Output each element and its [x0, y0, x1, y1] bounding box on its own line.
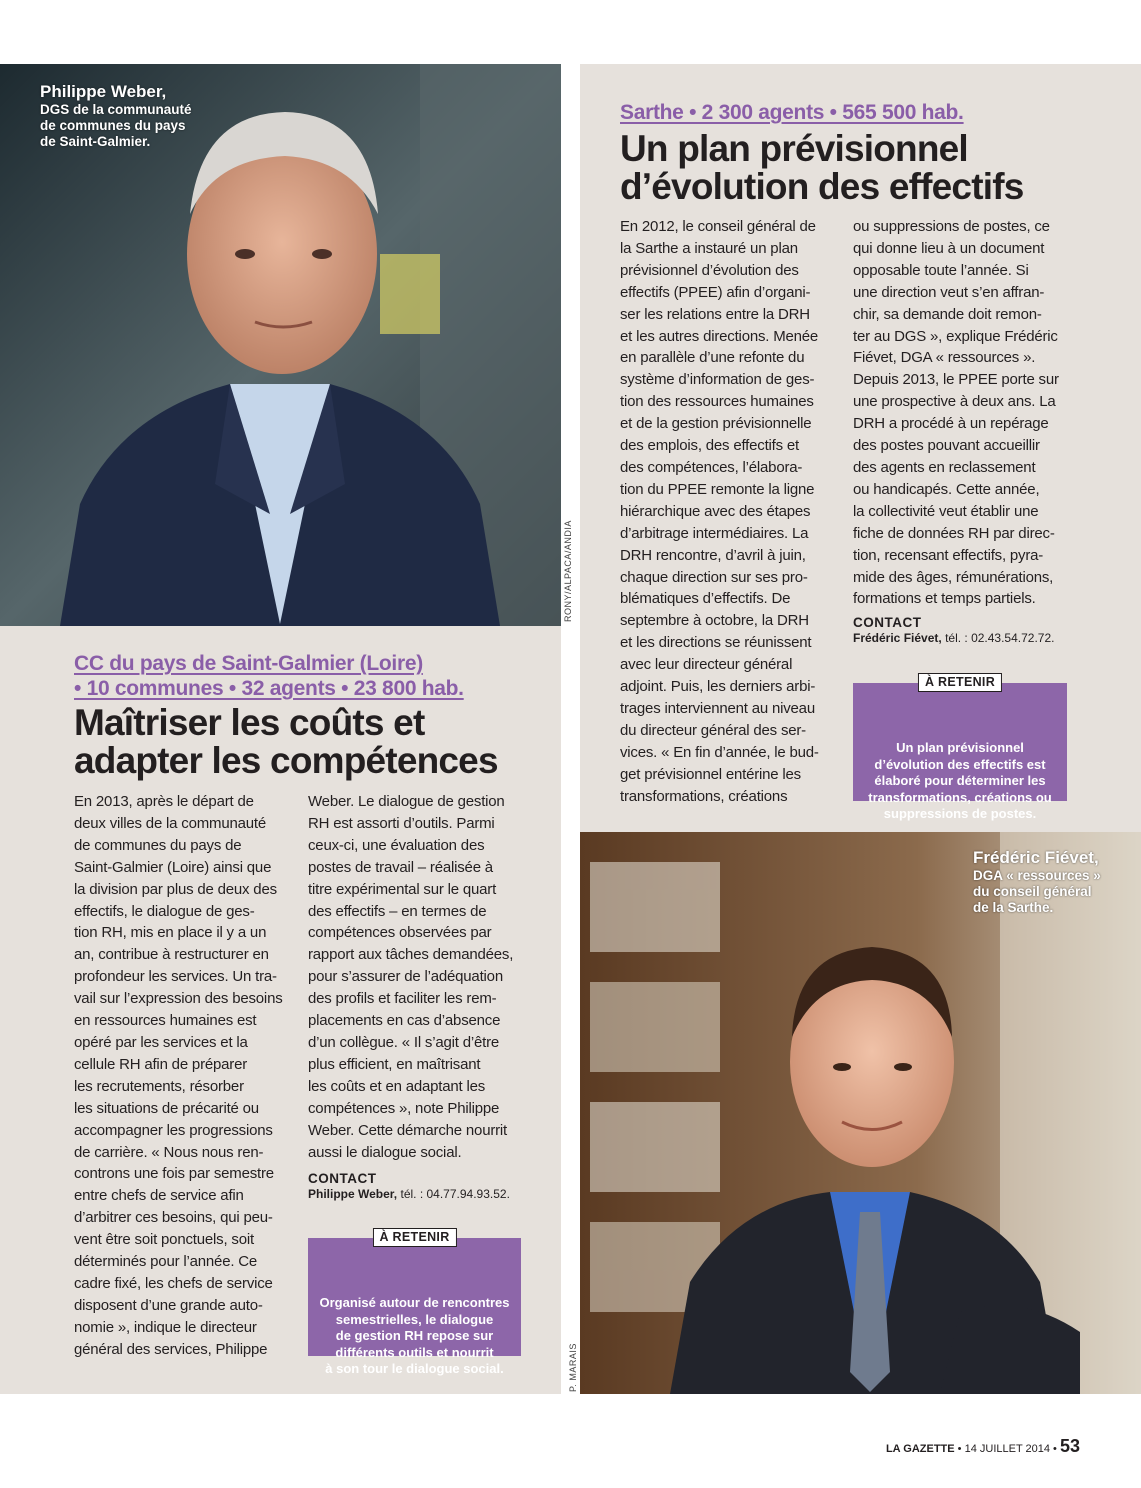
article2-kicker: [620, 100, 1120, 125]
article2-body-col2: ou suppressions de postes, ce qui donne lieu à un document opposable toute l’année. Si une direction veut s’en affran- chir, sa demande doit remon- ter au DGS », explique Frédéric Fiévet, DGA « ressources ». Depuis 2013, le PPEE porte sur une prospective à deux ans. La DRH a procédé à un repérage des postes pouvant accueillir des agents en reclassement ou handicapés. Cette année, la collectivité veut établir une fiche de données RH par direc- tion, recensant effectifs, pyra- mide des âges, rémunérations, formations et temps partiels.: [853, 218, 1059, 608]
contact-line: [308, 1187, 533, 1202]
article2-retenir-box: [853, 675, 1067, 821]
photo-caption-weber: [40, 82, 220, 150]
contact-name: Frédéric Fiévet,: [853, 631, 942, 645]
portrait-illustration: [580, 832, 1141, 1394]
article1-kicker-line2: • 10 communes • 32 agents • 23 800 hab.: [74, 677, 464, 700]
article1-kicker-line1: CC du pays de Saint-Galmier (Loire): [74, 652, 423, 675]
article2-headline: Un plan prévisionnel d’évolution des effectifs: [620, 128, 1024, 207]
retenir-text: Organisé autour de rencontres semestrielles, le dialogue de gestion RH repose sur différents outils et nourrit à son tour le dialogue social.: [319, 1295, 510, 1376]
contact-heading: CONTACT: [308, 1171, 377, 1186]
article2-kicker-text: Sarthe • 2 300 agents • 565 500 hab.: [620, 101, 964, 124]
caption-role: DGA « ressources » du conseil général de la Sarthe.: [973, 868, 1101, 915]
portrait-photo-frederic-fievet: [580, 832, 1141, 1394]
page-footer: [860, 1436, 1080, 1457]
article1-retenir-box: [308, 1230, 521, 1376]
photo-credit-1: RONY/ALPACA/ANDIA: [563, 520, 573, 622]
article1-headline: Maîtriser les coûts et adapter les compétences: [74, 702, 498, 781]
caption-name: Philippe Weber,: [40, 82, 167, 101]
caption-role: DGS de la communauté de communes du pays de Saint-Galmier.: [40, 102, 192, 149]
contact-phone: tél. : 04.77.94.93.52.: [400, 1187, 510, 1201]
article2-body-col1: En 2012, le conseil général de la Sarthe a instauré un plan prévisionnel d’évolution des effectifs (PPEE) afin d’organi- ser les relations entre la DRH et les autres directions. Menée en parallèle d’une refonte du système d’information de ges- tion des ressources humaines et de la gestion prévisionnelle des emplois, des effectifs et des compétences, l’élabora- tion du PPEE remonte la ligne hiérarchique avec des étapes d’arbitrage intermédiaires. La DRH rencontre, d’avril à juin, chaque direction sur ses pro- blématiques d’effectifs. De septembre à octobre, la DRH et les directions se réunissent avec leur directeur général adjoint. Puis, les derniers arbi- trages interviennent au niveau du directeur général des ser- vices. « En fin d’année, le bud- get prévisionnel entérine les transformations, créations: [620, 218, 819, 805]
photo-caption-fievet: [973, 848, 1133, 916]
footer-date: • 14 JUILLET 2014 •: [957, 1443, 1057, 1455]
article1-body-col1: En 2013, après le départ de deux villes de la communauté de communes du pays de Saint-Galmier (Loire) ainsi que la division par plus de deux des effectifs, le dialogue de ges- tion RH, mis en place il y a un an, contribue à restructurer en profondeur les services. Un tra- vail sur l’expression des besoins en ressources humaines est opéré par les services et la cellule RH afin de préparer les recrutements, résorber les situations de précarité ou accompagner les progressions de carrière. « Nous nous ren- controns une fois par semestre entre chefs de service afin d’arbitrer ces besoins, qui peu- vent être soit ponctuels, soit déterminés pour l’année. Ce cadre fixé, les chefs de service disposent d’une grande auto- nomie », indique le directeur général des services, Philippe: [74, 793, 283, 1358]
photo-credit-2: P. MARAIS: [568, 1343, 578, 1392]
contact-line: [853, 631, 1078, 646]
retenir-tag: À RETENIR: [372, 1228, 456, 1247]
contact-phone: tél. : 02.43.54.72.72.: [945, 631, 1055, 645]
footer-magazine: LA GAZETTE: [885, 1443, 955, 1455]
retenir-text: Un plan prévisionnel d’évolution des effectifs est élaboré pour déterminer les transformations, créations ou suppressions de postes.: [868, 740, 1052, 821]
article1-contact: [308, 1171, 533, 1202]
retenir-tag: À RETENIR: [918, 673, 1002, 692]
contact-name: Philippe Weber,: [308, 1187, 398, 1201]
article1-kicker: [74, 651, 544, 701]
caption-name: Frédéric Fiévet,: [973, 848, 1099, 867]
footer-page-number: 53: [1059, 1436, 1080, 1456]
article2-contact: [853, 615, 1078, 646]
contact-heading: CONTACT: [853, 615, 922, 630]
article1-body-col2: Weber. Le dialogue de gestion RH est assorti d’outils. Parmi ceux-ci, une évaluation des postes de travail – réalisée à titre expérimental sur le quart des effectifs – en termes de compétences observées par rapport aux tâches demandées, pour s’assurer de l’adéquation des profils et faciliter les rem- placements en cas d’absence d’un collègue. « Il s’agit d’être plus efficient, en maîtrisant les coûts et en adaptant les compétences », note Philippe Weber. Cette démarche nourrit aussi le dialogue social.: [308, 793, 514, 1161]
